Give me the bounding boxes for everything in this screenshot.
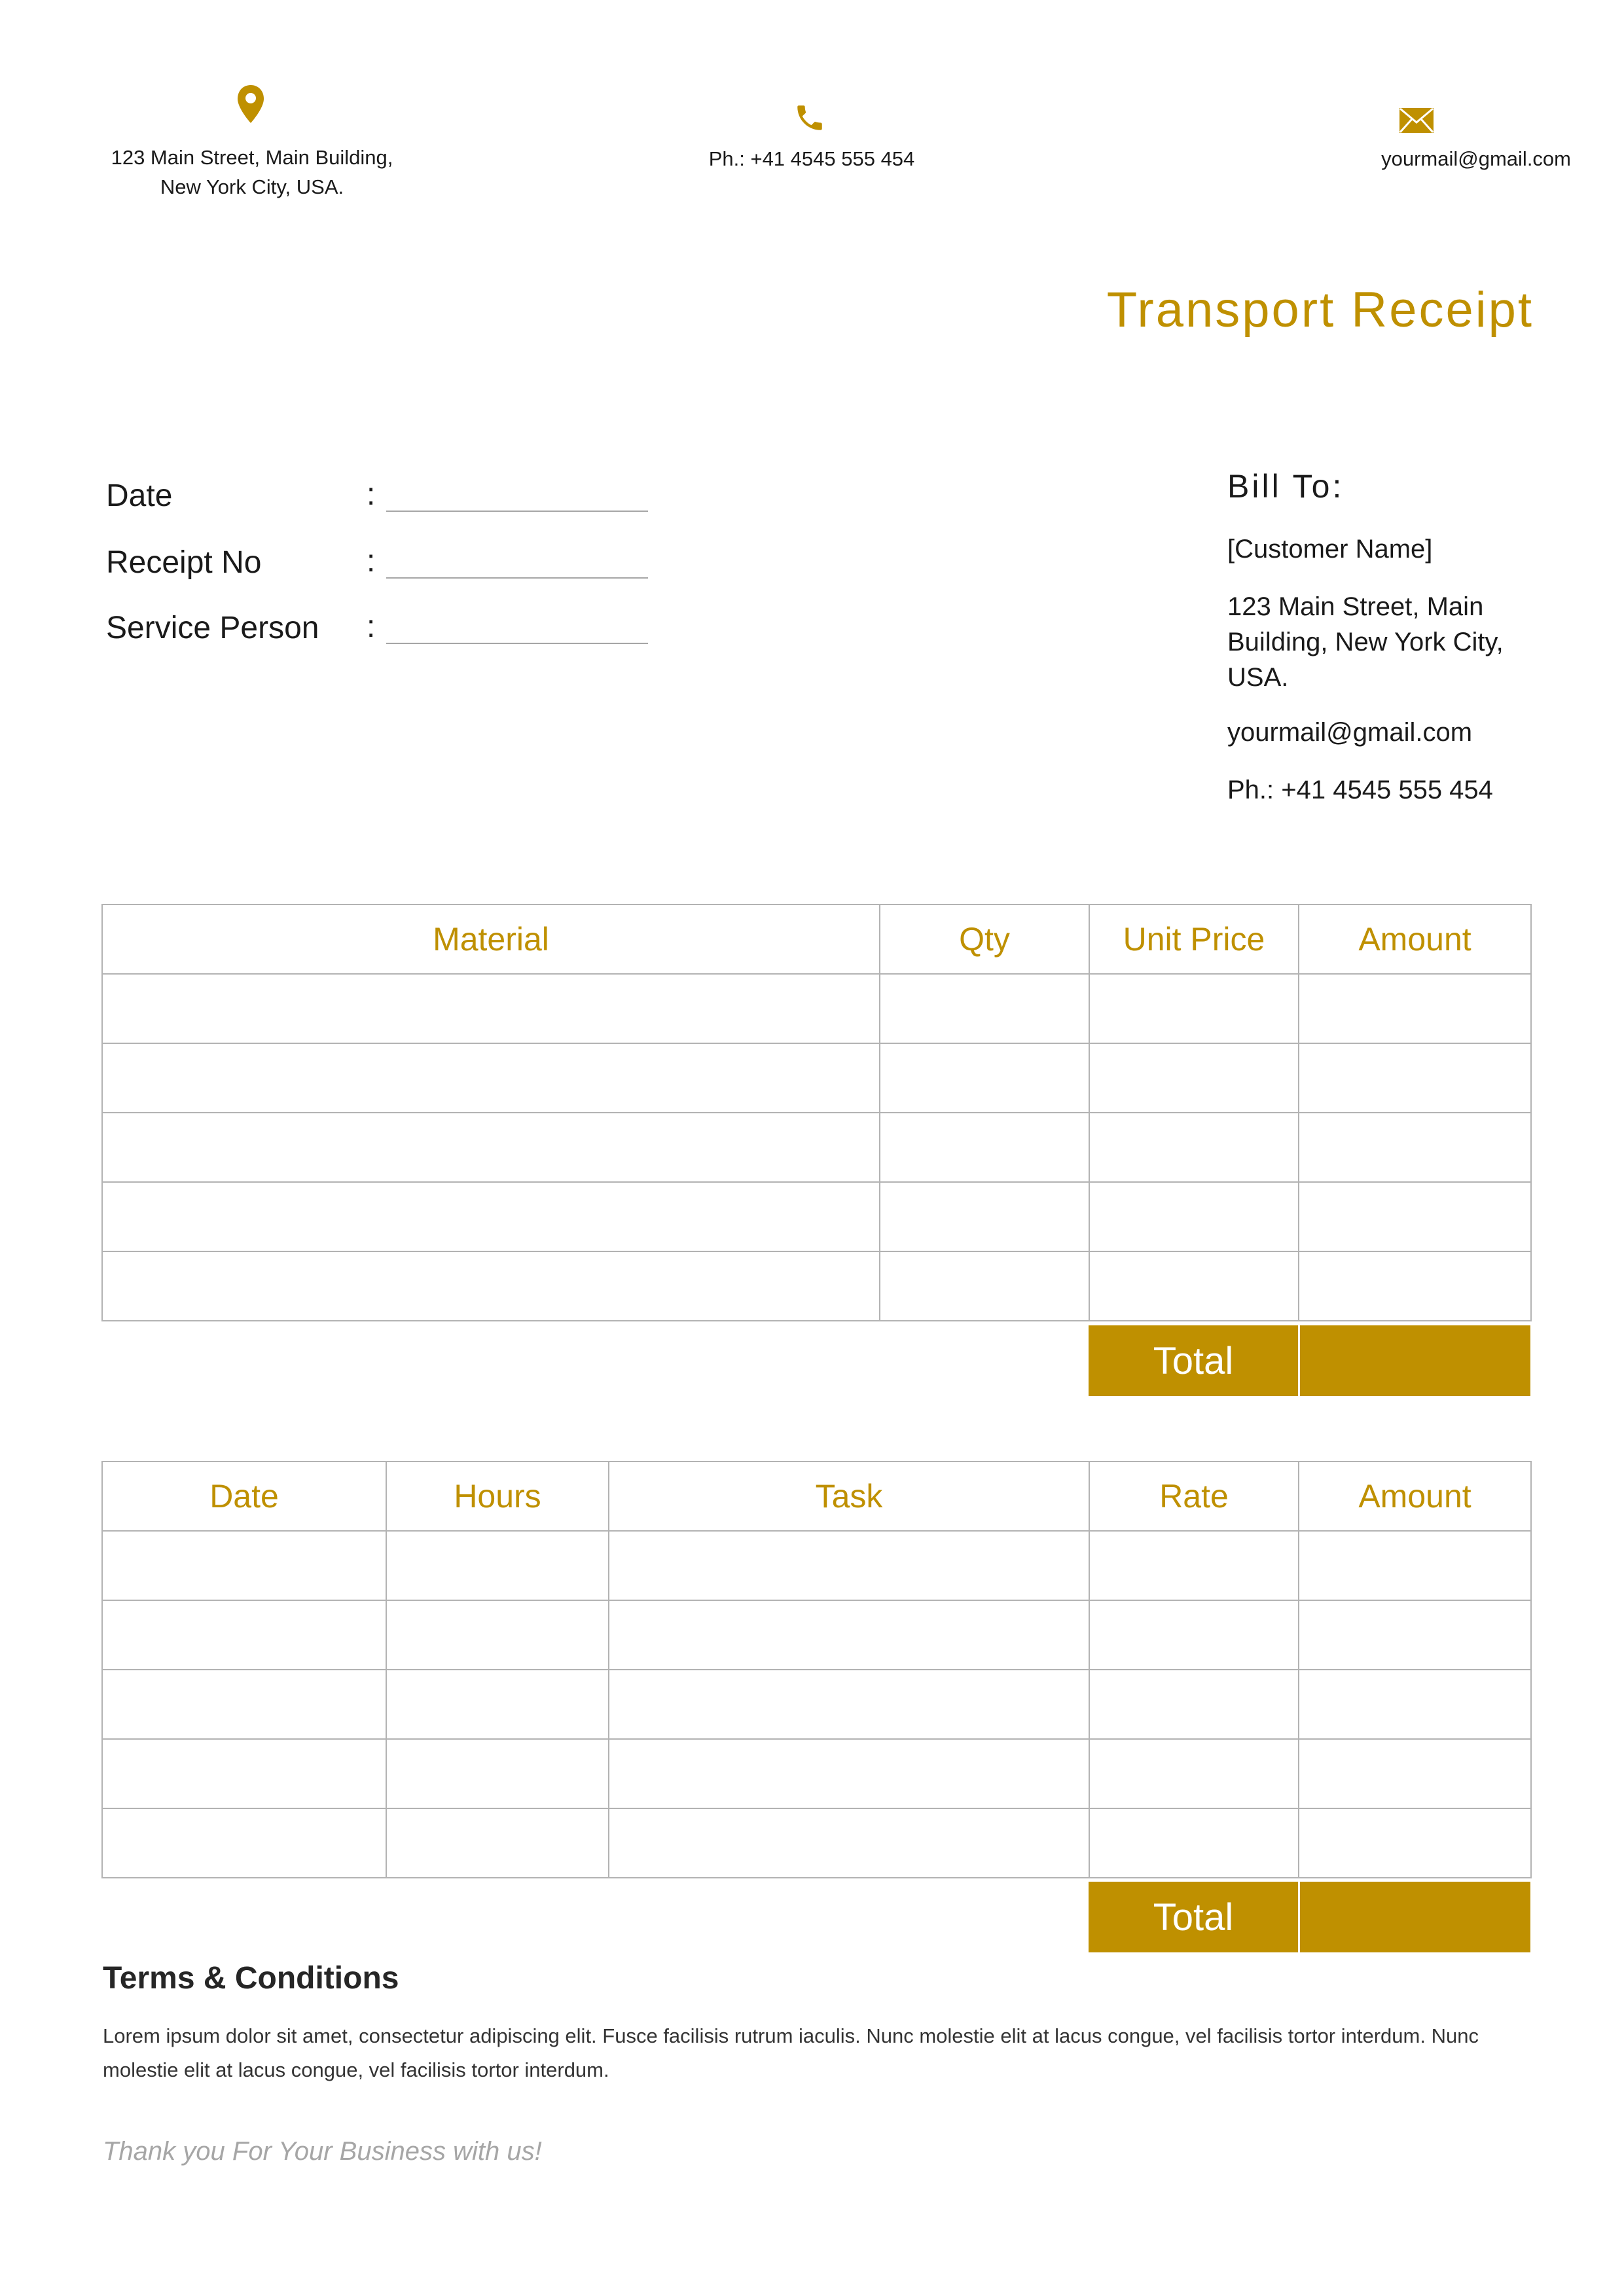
location-pin-icon <box>236 84 265 135</box>
labor-table <box>101 1461 1532 1878</box>
table-cell[interactable] <box>609 1600 1089 1670</box>
table-cell[interactable] <box>1089 1251 1299 1321</box>
envelope-icon <box>1399 108 1434 133</box>
table-cell[interactable] <box>1299 974 1531 1043</box>
labor-header-row <box>102 1462 1531 1531</box>
table-cell[interactable] <box>1299 1182 1531 1251</box>
bill-to-email: yourmail@gmail.com <box>1227 718 1473 747</box>
table-cell[interactable] <box>1299 1043 1531 1113</box>
table-cell[interactable] <box>609 1808 1089 1878</box>
labor-header-date: Date <box>102 1462 386 1531</box>
table-cell[interactable] <box>880 1251 1089 1321</box>
receipt-no-label: Receipt No <box>106 545 262 580</box>
receipt-no-colon: : <box>367 544 376 579</box>
labor-total-value[interactable] <box>1300 1882 1530 1952</box>
table-cell[interactable] <box>1089 974 1299 1043</box>
bill-to-title: Bill To: <box>1227 468 1344 505</box>
labor-header-task: Task <box>609 1462 1089 1531</box>
table-cell[interactable] <box>1299 1251 1531 1321</box>
header-phone: Ph.: +41 4545 555 454 <box>708 147 915 170</box>
date-field[interactable] <box>386 508 648 512</box>
table-cell[interactable] <box>102 1251 880 1321</box>
table-row <box>102 974 1531 1043</box>
material-total-label: Total <box>1089 1325 1300 1396</box>
service-person-label: Service Person <box>106 611 319 645</box>
table-row <box>102 1739 1531 1808</box>
receipt-no-field[interactable] <box>386 575 648 579</box>
table-row <box>102 1600 1531 1670</box>
table-cell[interactable] <box>102 1043 880 1113</box>
table-cell[interactable] <box>1089 1182 1299 1251</box>
labor-total-label: Total <box>1089 1882 1300 1952</box>
bill-to-phone: Ph.: +41 4545 555 454 <box>1227 776 1493 804</box>
table-cell[interactable] <box>102 1670 386 1739</box>
table-row <box>102 1670 1531 1739</box>
table-cell[interactable] <box>102 1739 386 1808</box>
table-cell[interactable] <box>1299 1739 1531 1808</box>
table-cell[interactable] <box>102 1600 386 1670</box>
header-address-line2: New York City, USA. <box>160 175 344 198</box>
material-header-row <box>102 905 1531 974</box>
date-colon: : <box>367 477 376 512</box>
table-cell[interactable] <box>1299 1600 1531 1670</box>
table-cell[interactable] <box>102 1531 386 1600</box>
terms-text: Lorem ipsum dolor sit amet, consectetur adipiscing elit. Fusce facilisis rutrum iaculis. Nunc molestie elit at lacus congue, vel facilisis tortor interdum. Nunc molestie elit at lacus congue, vel facilisis tortor interdum. <box>103 2024 1479 2081</box>
table-row <box>102 1251 1531 1321</box>
material-header-material: Material <box>102 905 880 974</box>
table-cell[interactable] <box>1299 1670 1531 1739</box>
table-row <box>102 1113 1531 1182</box>
service-person-field[interactable] <box>386 640 648 644</box>
table-cell[interactable] <box>1089 1600 1299 1670</box>
table-cell[interactable] <box>1299 1113 1531 1182</box>
table-cell[interactable] <box>1089 1808 1299 1878</box>
thank-you-note: Thank you For Your Business with us! <box>103 2137 542 2166</box>
table-cell[interactable] <box>386 1670 609 1739</box>
table-row <box>102 1531 1531 1600</box>
labor-header-amount: Amount <box>1299 1462 1531 1531</box>
header-address-line1: 123 Main Street, Main Building, <box>111 146 393 169</box>
labor-header-rate: Rate <box>1089 1462 1299 1531</box>
table-row <box>102 1182 1531 1251</box>
material-total-box <box>1089 1325 1530 1396</box>
table-cell[interactable] <box>880 974 1089 1043</box>
table-cell[interactable] <box>386 1739 609 1808</box>
phone-icon <box>793 101 826 134</box>
header-address <box>65 143 439 202</box>
table-cell[interactable] <box>880 1113 1089 1182</box>
table-cell[interactable] <box>1299 1808 1531 1878</box>
table-cell[interactable] <box>102 974 880 1043</box>
table-cell[interactable] <box>1089 1531 1299 1600</box>
table-cell[interactable] <box>1089 1043 1299 1113</box>
labor-header-hours: Hours <box>386 1462 609 1531</box>
material-total-value[interactable] <box>1300 1325 1530 1396</box>
table-cell[interactable] <box>102 1808 386 1878</box>
table-cell[interactable] <box>1089 1113 1299 1182</box>
table-cell[interactable] <box>609 1739 1089 1808</box>
table-cell[interactable] <box>609 1670 1089 1739</box>
material-header-amount: Amount <box>1299 905 1531 974</box>
terms-title: Terms & Conditions <box>103 1961 399 1996</box>
table-cell[interactable] <box>880 1182 1089 1251</box>
bill-to-customer: [Customer Name] <box>1227 535 1433 564</box>
table-cell[interactable] <box>386 1808 609 1878</box>
table-cell[interactable] <box>102 1182 880 1251</box>
table-cell[interactable] <box>1299 1531 1531 1600</box>
material-header-unit-price: Unit Price <box>1089 905 1299 974</box>
table-cell[interactable] <box>386 1600 609 1670</box>
header-email: yourmail@gmail.com <box>1381 147 1571 170</box>
service-person-colon: : <box>367 609 376 644</box>
table-cell[interactable] <box>1089 1739 1299 1808</box>
table-cell[interactable] <box>102 1113 880 1182</box>
table-cell[interactable] <box>609 1531 1089 1600</box>
table-cell[interactable] <box>386 1531 609 1600</box>
material-table <box>101 904 1532 1321</box>
date-label: Date <box>106 478 173 513</box>
table-row <box>102 1043 1531 1113</box>
table-row <box>102 1808 1531 1878</box>
labor-total-box <box>1089 1882 1530 1952</box>
table-cell[interactable] <box>1089 1670 1299 1739</box>
page-title: Transport Receipt <box>1106 282 1534 338</box>
table-cell[interactable] <box>880 1043 1089 1113</box>
material-header-qty: Qty <box>880 905 1089 974</box>
bill-to-address: 123 Main Street, Main Building, New York City, USA. <box>1227 592 1504 692</box>
